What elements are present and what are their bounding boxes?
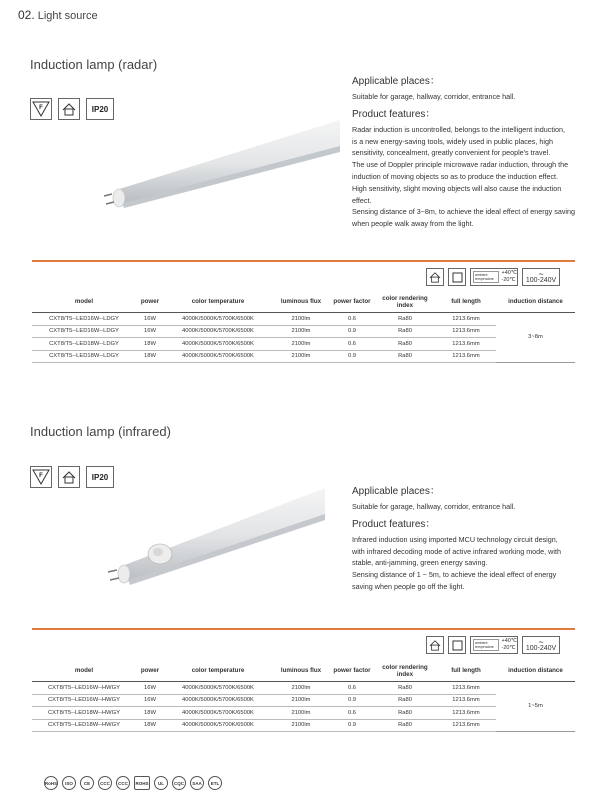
indoor-home-icon [426, 636, 444, 654]
voltage-icon: ~ 100-240V [522, 268, 560, 286]
radar-places-title: Applicable places： [352, 76, 440, 87]
infrared-lamp-image [100, 486, 330, 596]
infrared-features-title: Product features： [352, 518, 436, 530]
radar-description [352, 76, 582, 230]
col-length: full length [436, 293, 496, 313]
cqc-cert-icon: CQC [172, 776, 186, 790]
ce-cert-icon: CE [80, 776, 94, 790]
iso-cert-icon: ISO [62, 776, 76, 790]
page-header [18, 8, 98, 22]
radar-feature-line: effect. [352, 195, 372, 205]
infrared-spec-table [32, 662, 575, 732]
radar-divider [32, 260, 575, 262]
ccc-cert-icon: CCC [116, 776, 130, 790]
section-title: Light source [37, 10, 98, 22]
square-class-icon [448, 636, 466, 654]
col-power-factor: power factor [330, 662, 374, 682]
ul-cert-icon: UL [154, 776, 168, 790]
table-row: CXT8/T5--LED16W--HWGY 16W 4000K/5000K/5700K/6500K 2100lm 0.9 Ra80 1213.6mm [32, 694, 575, 707]
radar-places-text: Suitable for garage, hallway, corridor, entrance hall. [352, 92, 516, 101]
col-cri: color rendering index [374, 662, 436, 682]
radar-feature-line: when people walk away from the light. [352, 219, 474, 229]
radar-feature-line: is a new energy-saving tools, widely used in public places, high [352, 136, 553, 146]
table-row: CXT8/T5--LED18W--HWGY 18W 4000K/5000K/5700K/6500K 2100lm 0.6 Ra80 1213.6mm [32, 707, 575, 720]
radar-feature-line: Sensing distance of 3~8m, to achieve the ideal effect of energy saving [352, 207, 576, 217]
bottom-cert-row [44, 776, 222, 790]
infrared-title: Induction lamp (infrared) [30, 424, 171, 439]
section-number: 02. [18, 8, 35, 22]
radar-feature-line: Radar induction is uncontrolled, belongs to the intelligent induction, [352, 124, 565, 134]
infrared-feature-line: stable, anti-jamming, green energy saving. [352, 558, 488, 568]
radar-lamp-image [100, 110, 340, 220]
infrared-feature-line: saving when people go off the light. [352, 581, 465, 591]
infrared-spec-icons [426, 636, 560, 654]
f-mark-icon: F [30, 466, 52, 488]
temperature-range-icon: ambient temperature +40℃ -20℃ [470, 636, 518, 654]
table-row: CXT8/T5--LED18W--HWGY 18W 4000K/5000K/5700K/6500K 2100lm 0.9 Ra80 1213.6mm [32, 719, 575, 732]
radar-spec-icons [426, 268, 560, 286]
home-icon [58, 98, 80, 120]
infrared-feature-line: Sensing distance of 1 ~ 5m, to achieve the ideal effect of energy [352, 570, 557, 580]
square-class-icon [448, 268, 466, 286]
voltage-icon: ~ 100-240V [522, 636, 560, 654]
infrared-places-text: Suitable for garage, hallway, corridor, entrance hall. [352, 502, 516, 511]
infrared-description [352, 486, 582, 593]
infrared-divider [32, 628, 575, 630]
temperature-range-icon: ambient temperature +40℃ -20℃ [470, 268, 518, 286]
radar-feature-line: induction of moving objects so as to produce the induction effect. [352, 171, 559, 181]
saa-cert-icon: SAA [190, 776, 204, 790]
table-row: CXT8/T5--LED18W--LDGY 18W 4000K/5000K/5700K/6500K 2100lm 0.9 Ra80 1213.6mm [32, 350, 575, 363]
table-row: CXT8/T5--LED18W--LDGY 18W 4000K/5000K/5700K/6500K 2100lm 0.6 Ra80 1213.6mm [32, 338, 575, 351]
col-power-factor: power factor [330, 293, 374, 313]
etl-cert-icon: ETL [208, 776, 222, 790]
home-icon [58, 466, 80, 488]
col-flux: luminous flux [272, 662, 330, 682]
col-cri: color rendering index [374, 293, 436, 313]
col-color-temp: color temperature [164, 662, 272, 682]
table-row: CXT8/T5--LED16W--LDGY 16W 4000K/5000K/5700K/6500K 2100lm 0.6 Ra80 1213.6mm 3~8m [32, 313, 575, 326]
col-power: power [136, 662, 164, 682]
infrared-feature-line: Infrared induction using imported MCU technology circuit design, [352, 534, 558, 544]
ccc-cert-icon: CCC [98, 776, 112, 790]
infrared-feature-line: with infrared decoding mode of active infrared working mode, with [352, 546, 561, 556]
col-model: model [32, 293, 136, 313]
rohs-cert-icon: RoHS [44, 776, 58, 790]
col-power: power [136, 293, 164, 313]
col-distance: induction distance [496, 293, 575, 313]
radar-feature-line: High sensitivity, slight moving objects will also cause the induction [352, 183, 562, 193]
radar-distance-cell: 3~8m [496, 313, 575, 363]
infrared-cert-row [30, 466, 114, 488]
ip20-badge: IP20 [86, 98, 114, 120]
col-model: model [32, 662, 136, 682]
col-distance: induction distance [496, 662, 575, 682]
col-length: full length [436, 662, 496, 682]
radar-feature-line: The use of Doppler principle microwave radar induction, through the [352, 160, 569, 170]
infrared-distance-cell: 1~5m [496, 682, 575, 732]
col-color-temp: color temperature [164, 293, 272, 313]
radar-features-title: Product features： [352, 108, 436, 120]
indoor-home-icon [426, 268, 444, 286]
radar-spec-table [32, 293, 575, 363]
table-row: CXT8/T5--LED16W--LDGY 16W 4000K/5000K/5700K/6500K 2100lm 0.9 Ra80 1213.6mm [32, 325, 575, 338]
rohs-square-cert-icon: ROHS [134, 776, 150, 790]
table-row: CXT8/T5--LED16W--HWGY 16W 4000K/5000K/5700K/6500K 2100lm 0.6 Ra80 1213.6mm 1~5m [32, 682, 575, 695]
infrared-places-title: Applicable places： [352, 486, 440, 497]
ip20-badge: IP20 [86, 466, 114, 488]
col-flux: luminous flux [272, 293, 330, 313]
f-mark-icon: F [30, 98, 52, 120]
radar-feature-line: sensitivity, concealment, greatly convenient for people's travel. [352, 148, 551, 158]
radar-title: Induction lamp (radar) [30, 57, 158, 72]
